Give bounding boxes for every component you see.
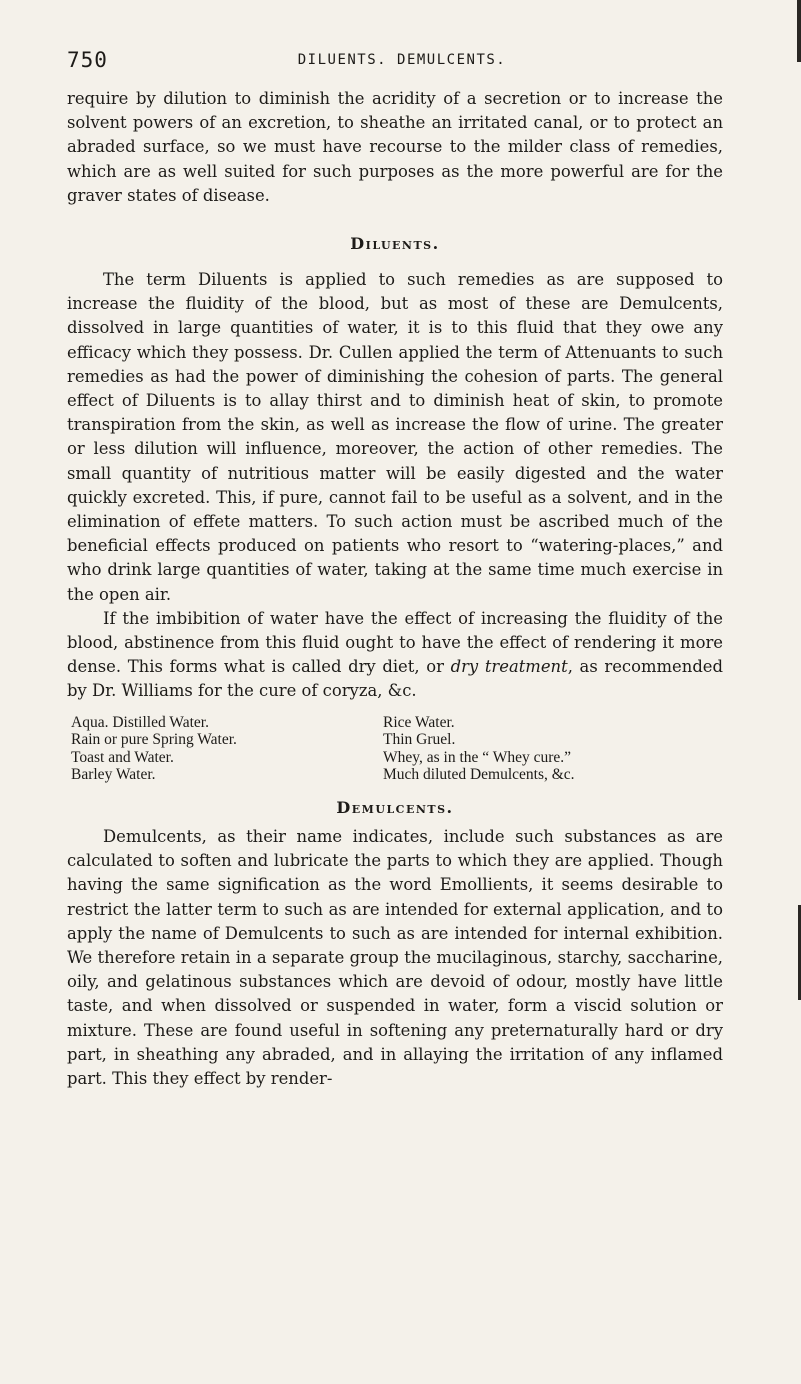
remedy-item: Rain or pure Spring Water. xyxy=(71,731,237,749)
page-number: 750 xyxy=(67,48,108,72)
diluents-heading: Diluents. xyxy=(350,234,440,254)
running-title: DILUENTS. DEMULCENTS. xyxy=(297,52,507,68)
remedy-item: Much diluted Demulcents, &c. xyxy=(383,766,575,784)
dry-diet-paragraph xyxy=(67,607,723,704)
page-body xyxy=(67,87,723,1091)
demulcents-heading: Demulcents. xyxy=(336,798,454,818)
page-edge-mark xyxy=(797,0,801,62)
dry-diet-text: If the imbibition of water have the effect of increasing the fluidity of the blood, abstinence from this fluid ought to have the effect of rendering it more dense. This forms what is called dry diet, or xyxy=(67,608,723,677)
remedy-item: Barley Water. xyxy=(71,766,156,784)
diluents-paragraph: The term Diluents is applied to such remedies as are supposed to increase the fluidity of the blood, but as most of these are Demulcents, dissolved in large quantities of water, it is to this fluid that they owe any efficacy which they possess. Dr. Cullen applied the term of Attenuants to such remedies as had the power of diminishing the cohesion of parts. The general effect of Diluents is to allay thirst and to diminish heat of skin, to promote transpiration from the skin, as well as increase the flow of urine. The greater or less dilution will influence, moreover, the action of other remedies. The small quantity of nutritious matter will be easily digested and the water quickly excreted. This, if pure, cannot fail to be useful as a solvent, and in the elimination of effete matters. To such action must be ascribed much of the beneficial effects produced on patients who resort to “watering-places,” and who drink large quantities of water, taking at the same time much exercise in the open air. xyxy=(67,270,723,604)
remedy-item: Thin Gruel. xyxy=(383,731,456,749)
demulcents-paragraph: Demulcents, as their name indicates, include such substances as are calculated to soften and lubricate the parts to which they are applied. Though having the same signification as the word Emollients, it seems desirable to restrict the latter term to such as are intended for external application, and to apply the name of Demulcents to such as are intended for internal exhibition. We therefore retain in a separate group the mucilaginous, starchy, saccharine, oily, and gelatinous substances which are devoid of odour, mostly have little taste, and when dissolved or suspended in water, form a viscid solution or mixture. These are found useful in softening any preternaturally hard or dry part, in sheathing any abraded, and in allaying the irritation of any inflamed part. This they effect by render- xyxy=(67,827,723,1089)
dry-diet-text-end: , as recommended by Dr. Williams for the cure of coryza, &c. xyxy=(67,657,723,701)
intro-paragraph: require by dilution to diminish the acridity of a secretion or to increase the solvent powers of an excretion, to sheathe an irritated canal, or to protect an abraded surface, so we must have recourse to the milder class of remedies, which are as well suited for such purposes as the more powerful are for the graver states of disease. xyxy=(67,89,723,205)
remedy-item: Rice Water. xyxy=(383,713,455,731)
dry-treatment-term: dry treatment xyxy=(450,657,568,677)
remedy-item: Toast and Water. xyxy=(71,748,174,766)
page-header xyxy=(67,48,727,80)
remedy-item: Whey, as in the “ Whey cure.” xyxy=(383,748,572,766)
diluent-remedy-list xyxy=(67,714,723,784)
remedy-item: Aqua. Distilled Water. xyxy=(71,713,209,731)
